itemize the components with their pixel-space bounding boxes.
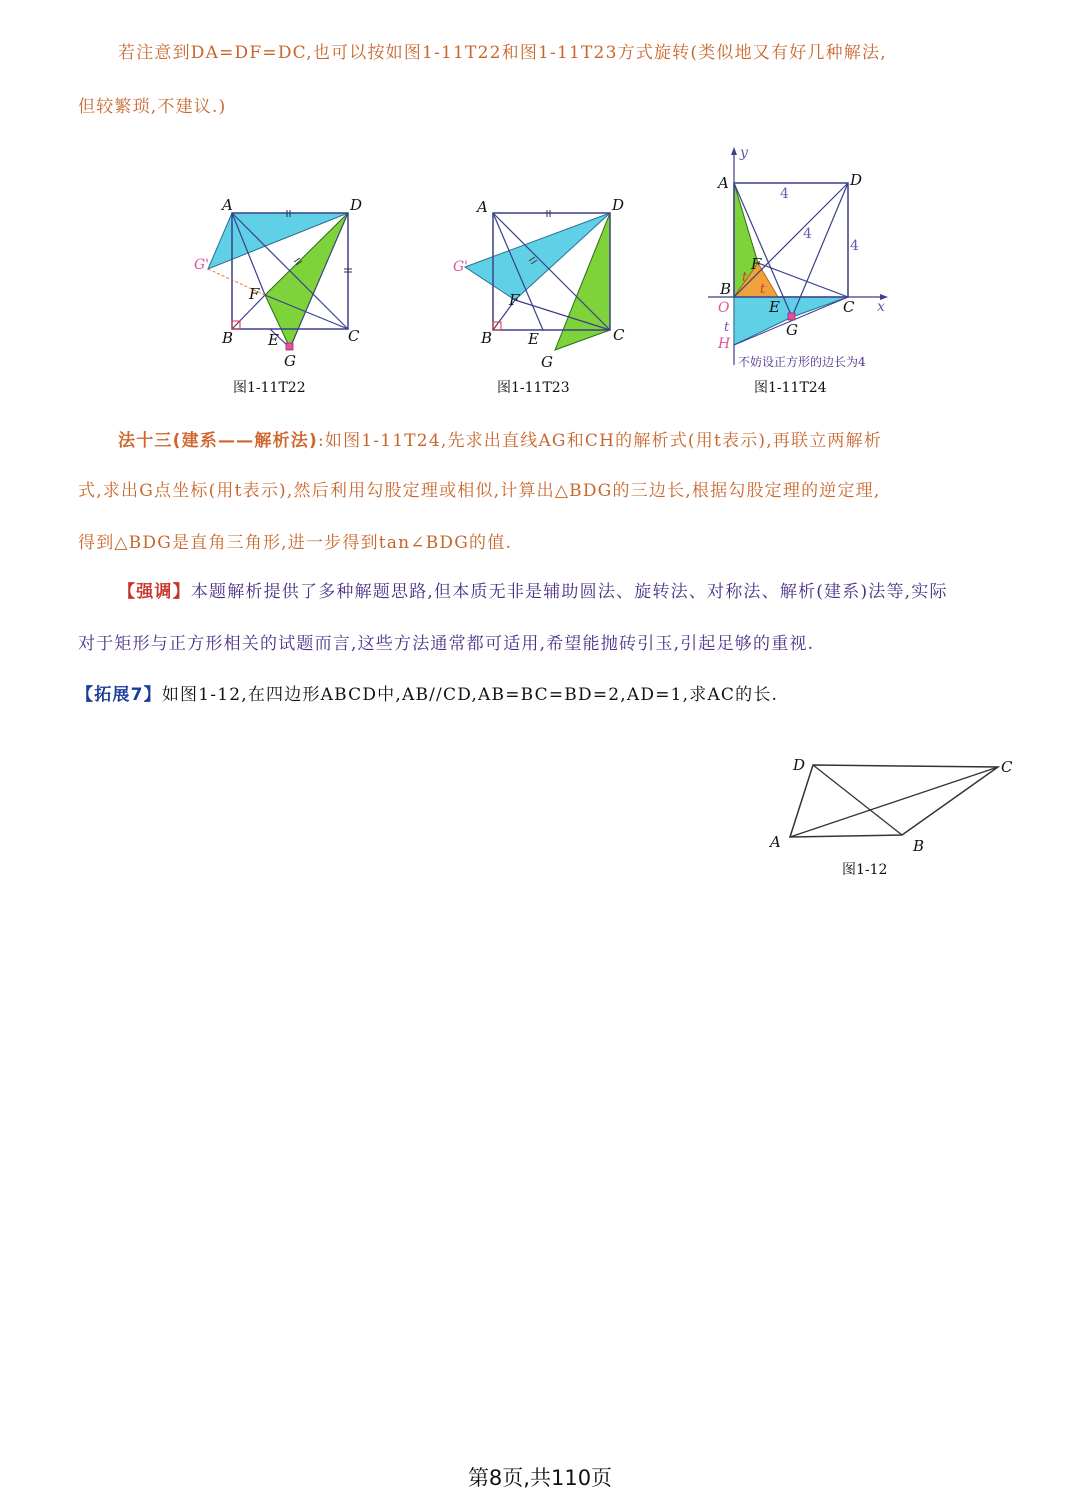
- label-x: x: [877, 299, 885, 315]
- caption-1-12: 图1-12: [842, 862, 888, 878]
- emphasis-tag: 【强调】: [118, 582, 191, 602]
- label-H: H: [718, 336, 731, 352]
- label-C: C: [843, 298, 855, 316]
- fig24-note: 不妨设正方形的边长为4: [738, 355, 866, 369]
- label-G-prime: G': [194, 257, 210, 273]
- label-4-top: 4: [780, 186, 789, 202]
- method13-text-1: :如图1-11T24,先求出直线AG和CH的解析式(用t表示),再联立两解析: [317, 431, 883, 451]
- label-A: A: [770, 833, 781, 851]
- page-footer: 第8页,共110页: [467, 1466, 613, 1490]
- caption-1-11t22: 图1-11T22: [233, 380, 306, 396]
- label-A: A: [477, 198, 488, 216]
- label-C: C: [613, 326, 625, 344]
- figure-1-12: [765, 752, 1025, 857]
- caption-1-11t24: 图1-11T24: [754, 380, 827, 396]
- label-A: A: [718, 174, 729, 192]
- caption-1-11t23: 图1-11T23: [497, 380, 570, 396]
- label-t-2: t: [760, 282, 766, 297]
- intro-line-1: 若注意到DA=DF=DC,也可以按如图1-11T22和图1-11T23方式旋转(类似地又有好几种解法,: [118, 43, 887, 63]
- emphasis-text-1: 本题解析提供了多种解题思路,但本质无非是辅助圆法、旋转法、对称法、解析(建系)法等,实际: [190, 582, 948, 602]
- method13-line-1: [118, 426, 882, 451]
- label-E: E: [769, 298, 780, 316]
- label-G-prime: G': [453, 259, 469, 275]
- label-B: B: [913, 837, 925, 855]
- label-B: B: [222, 329, 234, 347]
- extension-line: [76, 680, 778, 705]
- label-C: C: [348, 327, 360, 345]
- label-G: G: [541, 353, 553, 371]
- label-D: D: [350, 196, 363, 214]
- emphasis-line-1: [118, 577, 948, 602]
- label-D: D: [612, 196, 625, 214]
- label-O: O: [718, 300, 730, 316]
- method13-tag: 法十三(建系——解析法): [118, 431, 318, 451]
- label-D: D: [850, 171, 863, 189]
- figure-1-11t22: [190, 190, 380, 370]
- extension-tag: 【拓展7】: [76, 685, 162, 705]
- label-C: C: [1001, 758, 1013, 776]
- label-E: E: [268, 331, 279, 349]
- label-y: y: [740, 145, 748, 161]
- label-G: G: [786, 321, 798, 339]
- label-t-1: t: [742, 270, 748, 285]
- label-E: E: [528, 330, 539, 348]
- label-F: F: [509, 291, 520, 309]
- figure-1-11t24: [700, 145, 905, 375]
- label-F: F: [249, 285, 260, 303]
- method13-line-3: 得到△BDG是直角三角形,进一步得到tan∠BDG的值.: [78, 533, 513, 553]
- label-t-3: t: [724, 320, 730, 335]
- intro-line-2: 但较繁琐,不建议.): [78, 97, 227, 117]
- label-A: A: [222, 196, 233, 214]
- label-4-right: 4: [850, 238, 859, 254]
- figure-1-11t23: [455, 195, 645, 375]
- method13-line-2: 式,求出G点坐标(用t表示),然后利用勾股定理或相似,计算出△BDG的三边长,根据勾股定理的逆定理,: [78, 481, 881, 501]
- diagonal-AC: [790, 767, 998, 837]
- label-B: B: [720, 280, 732, 298]
- label-D: D: [793, 756, 806, 774]
- label-F: F: [751, 255, 762, 273]
- label-B: B: [481, 329, 493, 347]
- extension-text: 如图1-12,在四边形ABCD中,AB//CD,AB=BC=BD=2,AD=1,求AC的长.: [161, 685, 779, 705]
- label-G: G: [284, 352, 296, 370]
- label-4-diag: 4: [803, 226, 812, 242]
- emphasis-line-2: 对于矩形与正方形相关的试题而言,这些方法通常都可适用,希望能抛砖引玉,引起足够的重视.: [78, 634, 815, 654]
